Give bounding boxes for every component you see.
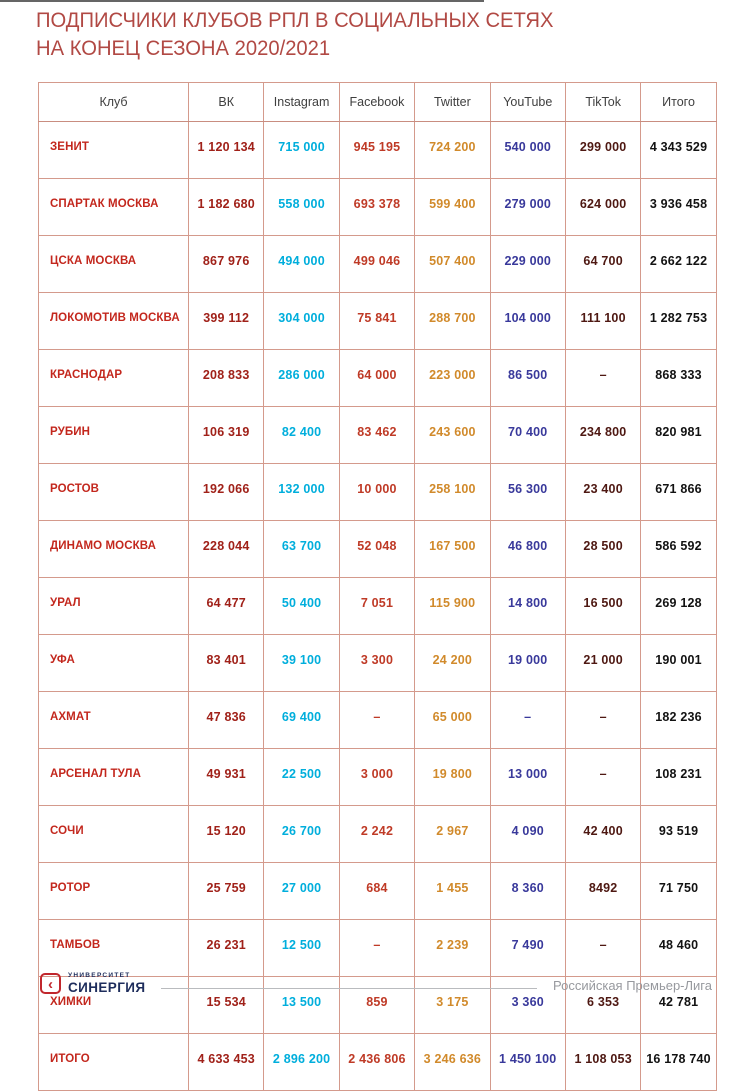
logo-university-label: УНИВЕРСИТЕТ (68, 972, 131, 979)
value-cell-vk: 208 833 (189, 350, 264, 407)
value-cell-vk: 64 477 (189, 578, 264, 635)
value-cell-youtube: 4 090 (490, 806, 565, 863)
synergy-logo-text (68, 972, 145, 995)
value-cell-facebook: 7 051 (339, 578, 414, 635)
value-cell-vk: 15 120 (189, 806, 264, 863)
value-cell-youtube: 279 000 (490, 179, 565, 236)
value-cell-instagram: 715 000 (264, 122, 339, 179)
value-cell-youtube: 70 400 (490, 407, 565, 464)
table-row (39, 578, 717, 635)
value-cell-tiktok: 1 108 053 (565, 1034, 640, 1091)
value-cell-twitter: 24 200 (415, 635, 490, 692)
table-row (39, 179, 717, 236)
value-cell-facebook: 859 (339, 977, 414, 1034)
club-name-cell: АХМАТ (39, 692, 189, 749)
value-cell-total: 269 128 (641, 578, 716, 635)
value-cell-facebook: 3 300 (339, 635, 414, 692)
value-cell-youtube: 14 800 (490, 578, 565, 635)
value-cell-total: 3 936 458 (641, 179, 716, 236)
value-cell-facebook: 2 242 (339, 806, 414, 863)
club-name-cell: СОЧИ (39, 806, 189, 863)
value-cell-total: 108 231 (641, 749, 716, 806)
value-cell-total: 1 282 753 (641, 293, 716, 350)
table-row (39, 521, 717, 578)
table-row (39, 635, 717, 692)
page-title-line2: НА КОНЕЦ СЕЗОНА 2020/2021 (36, 36, 331, 61)
value-cell-twitter: 258 100 (415, 464, 490, 521)
value-cell-youtube: 1 450 100 (490, 1034, 565, 1091)
value-cell-youtube: 19 000 (490, 635, 565, 692)
club-name-cell: КРАСНОДАР (39, 350, 189, 407)
value-cell-facebook: 684 (339, 863, 414, 920)
value-cell-instagram: 12 500 (264, 920, 339, 977)
club-name-cell: ЗЕНИТ (39, 122, 189, 179)
value-cell-facebook: 75 841 (339, 293, 414, 350)
subscribers-table (38, 82, 717, 1091)
table-row (39, 293, 717, 350)
value-cell-total: 868 333 (641, 350, 716, 407)
value-cell-tiktok: 624 000 (565, 179, 640, 236)
value-cell-vk: 15 534 (189, 977, 264, 1034)
club-name-cell: СПАРТАК МОСКВА (39, 179, 189, 236)
value-cell-instagram: 39 100 (264, 635, 339, 692)
footer-divider-line (161, 988, 537, 989)
value-cell-twitter: 599 400 (415, 179, 490, 236)
table-row (39, 863, 717, 920)
column-header-tiktok: TikTok (565, 83, 640, 122)
table-row (39, 407, 717, 464)
table-header-row (39, 83, 717, 122)
table-row (39, 236, 717, 293)
value-cell-twitter: 3 246 636 (415, 1034, 490, 1091)
value-cell-youtube: 229 000 (490, 236, 565, 293)
value-cell-vk: 26 231 (189, 920, 264, 977)
value-cell-facebook: 10 000 (339, 464, 414, 521)
value-cell-facebook: – (339, 920, 414, 977)
table-row (39, 122, 717, 179)
value-cell-total: 820 981 (641, 407, 716, 464)
value-cell-tiktok: – (565, 692, 640, 749)
value-cell-youtube: 86 500 (490, 350, 565, 407)
value-cell-twitter: 223 000 (415, 350, 490, 407)
value-cell-twitter: 724 200 (415, 122, 490, 179)
value-cell-total: 4 343 529 (641, 122, 716, 179)
value-cell-instagram: 22 500 (264, 749, 339, 806)
value-cell-instagram: 304 000 (264, 293, 339, 350)
value-cell-twitter: 19 800 (415, 749, 490, 806)
value-cell-facebook: – (339, 692, 414, 749)
value-cell-vk: 192 066 (189, 464, 264, 521)
value-cell-youtube: 8 360 (490, 863, 565, 920)
value-cell-total: 48 460 (641, 920, 716, 977)
value-cell-instagram: 69 400 (264, 692, 339, 749)
value-cell-youtube: 46 800 (490, 521, 565, 578)
value-cell-youtube: 7 490 (490, 920, 565, 977)
value-cell-total: 182 236 (641, 692, 716, 749)
table-row (39, 464, 717, 521)
value-cell-vk: 83 401 (189, 635, 264, 692)
value-cell-instagram: 13 500 (264, 977, 339, 1034)
value-cell-instagram: 82 400 (264, 407, 339, 464)
club-name-cell: ТАМБОВ (39, 920, 189, 977)
value-cell-vk: 4 633 453 (189, 1034, 264, 1091)
value-cell-tiktok: 64 700 (565, 236, 640, 293)
synergy-logo (40, 972, 145, 995)
club-name-cell: РОСТОВ (39, 464, 189, 521)
value-cell-tiktok: 111 100 (565, 293, 640, 350)
value-cell-youtube: 540 000 (490, 122, 565, 179)
value-cell-total: 671 866 (641, 464, 716, 521)
column-header-vk: ВК (189, 83, 264, 122)
value-cell-twitter: 243 600 (415, 407, 490, 464)
value-cell-total: 71 750 (641, 863, 716, 920)
column-header-club: Клуб (39, 83, 189, 122)
club-name-cell: ЛОКОМОТИВ МОСКВА (39, 293, 189, 350)
value-cell-instagram: 26 700 (264, 806, 339, 863)
value-cell-total: 16 178 740 (641, 1034, 716, 1091)
club-name-cell: ДИНАМО МОСКВА (39, 521, 189, 578)
value-cell-twitter: 167 500 (415, 521, 490, 578)
footer (40, 972, 712, 995)
column-header-instagram: Instagram (264, 83, 339, 122)
club-name-cell: РУБИН (39, 407, 189, 464)
page-title (36, 6, 554, 63)
value-cell-instagram: 50 400 (264, 578, 339, 635)
value-cell-tiktok: 234 800 (565, 407, 640, 464)
column-header-total: Итого (641, 83, 716, 122)
footer-league-label: Российская Премьер-Лига (553, 978, 712, 993)
value-cell-facebook: 693 378 (339, 179, 414, 236)
value-cell-facebook: 2 436 806 (339, 1034, 414, 1091)
value-cell-twitter: 507 400 (415, 236, 490, 293)
value-cell-twitter: 115 900 (415, 578, 490, 635)
value-cell-twitter: 65 000 (415, 692, 490, 749)
value-cell-youtube: 56 300 (490, 464, 565, 521)
value-cell-tiktok: – (565, 749, 640, 806)
value-cell-vk: 399 112 (189, 293, 264, 350)
value-cell-instagram: 494 000 (264, 236, 339, 293)
value-cell-instagram: 27 000 (264, 863, 339, 920)
value-cell-vk: 867 976 (189, 236, 264, 293)
value-cell-facebook: 499 046 (339, 236, 414, 293)
value-cell-instagram: 132 000 (264, 464, 339, 521)
value-cell-youtube: – (490, 692, 565, 749)
value-cell-tiktok: 28 500 (565, 521, 640, 578)
value-cell-tiktok: 6 353 (565, 977, 640, 1034)
table-row (39, 806, 717, 863)
screen-edge-artifact (0, 0, 484, 2)
club-name-cell: УРАЛ (39, 578, 189, 635)
total-row (39, 1034, 717, 1091)
page-title-line1: ПОДПИСЧИКИ КЛУБОВ РПЛ В СОЦИАЛЬНЫХ СЕТЯХ (36, 8, 554, 32)
value-cell-facebook: 52 048 (339, 521, 414, 578)
value-cell-instagram: 558 000 (264, 179, 339, 236)
value-cell-vk: 1 182 680 (189, 179, 264, 236)
value-cell-twitter: 2 239 (415, 920, 490, 977)
value-cell-facebook: 64 000 (339, 350, 414, 407)
value-cell-tiktok: – (565, 350, 640, 407)
value-cell-twitter: 288 700 (415, 293, 490, 350)
value-cell-total: 42 781 (641, 977, 716, 1034)
value-cell-twitter: 2 967 (415, 806, 490, 863)
value-cell-vk: 228 044 (189, 521, 264, 578)
value-cell-vk: 25 759 (189, 863, 264, 920)
value-cell-tiktok: – (565, 920, 640, 977)
club-name-cell: РОТОР (39, 863, 189, 920)
value-cell-tiktok: 21 000 (565, 635, 640, 692)
value-cell-facebook: 3 000 (339, 749, 414, 806)
value-cell-youtube: 13 000 (490, 749, 565, 806)
value-cell-total: 190 001 (641, 635, 716, 692)
club-name-cell: ХИМКИ (39, 977, 189, 1034)
value-cell-vk: 49 931 (189, 749, 264, 806)
table-row (39, 692, 717, 749)
club-name-cell: УФА (39, 635, 189, 692)
value-cell-tiktok: 299 000 (565, 122, 640, 179)
value-cell-tiktok: 42 400 (565, 806, 640, 863)
value-cell-youtube: 104 000 (490, 293, 565, 350)
value-cell-facebook: 83 462 (339, 407, 414, 464)
value-cell-total: 2 662 122 (641, 236, 716, 293)
column-header-facebook: Facebook (339, 83, 414, 122)
value-cell-twitter: 3 175 (415, 977, 490, 1034)
club-name-cell: ЦСКА МОСКВА (39, 236, 189, 293)
value-cell-youtube: 3 360 (490, 977, 565, 1034)
value-cell-total: 586 592 (641, 521, 716, 578)
value-cell-twitter: 1 455 (415, 863, 490, 920)
value-cell-tiktok: 8492 (565, 863, 640, 920)
table-row (39, 749, 717, 806)
value-cell-vk: 1 120 134 (189, 122, 264, 179)
value-cell-vk: 47 836 (189, 692, 264, 749)
synergy-logo-icon: ‹ (40, 973, 61, 994)
value-cell-instagram: 63 700 (264, 521, 339, 578)
value-cell-tiktok: 23 400 (565, 464, 640, 521)
logo-synergy-label: СИНЕРГИЯ (68, 980, 146, 995)
value-cell-total: 93 519 (641, 806, 716, 863)
value-cell-instagram: 2 896 200 (264, 1034, 339, 1091)
value-cell-instagram: 286 000 (264, 350, 339, 407)
table-row (39, 350, 717, 407)
club-name-cell: АРСЕНАЛ ТУЛА (39, 749, 189, 806)
value-cell-tiktok: 16 500 (565, 578, 640, 635)
club-name-cell: ИТОГО (39, 1034, 189, 1091)
table-row (39, 920, 717, 977)
value-cell-facebook: 945 195 (339, 122, 414, 179)
column-header-twitter: Twitter (415, 83, 490, 122)
column-header-youtube: YouTube (490, 83, 565, 122)
value-cell-vk: 106 319 (189, 407, 264, 464)
